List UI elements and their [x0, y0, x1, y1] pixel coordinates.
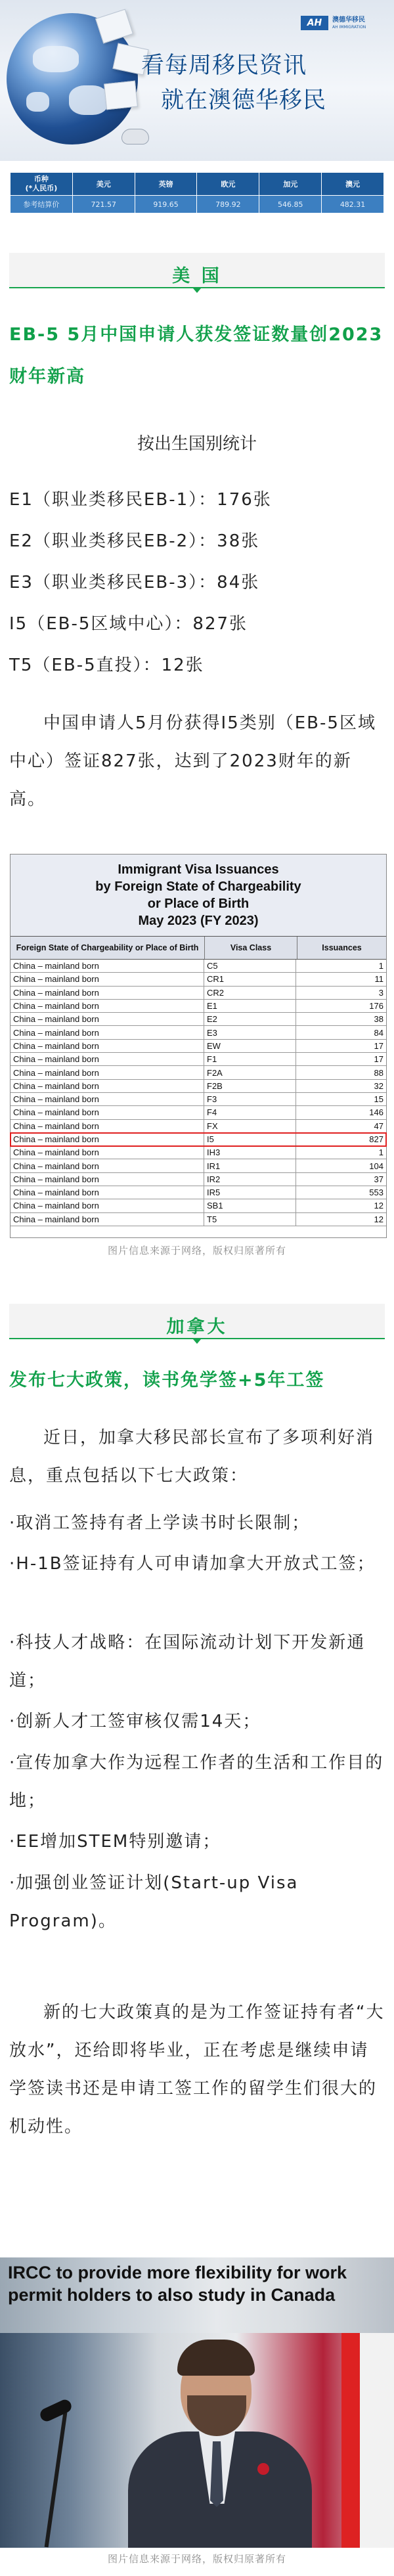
issuances-cell: 3 — [378, 987, 383, 998]
brand-subtitle: AH IMMIGRATION — [332, 24, 366, 30]
section-header-canada — [0, 1304, 394, 1342]
table-row — [11, 1080, 386, 1093]
birth-place-cell: China – mainland born — [11, 1106, 204, 1119]
visa-class-cell: I5 — [204, 1133, 296, 1145]
table-row — [11, 1133, 386, 1146]
table-row — [11, 987, 386, 1000]
visa-class-cell: F2B — [204, 1080, 296, 1092]
visa-class-cell: FX — [204, 1120, 296, 1132]
visa-class-cell: F1 — [204, 1053, 296, 1065]
visa-class-cell: E1 — [204, 1000, 296, 1012]
usa-item: E3（职业类移民EB-3）：84张 — [9, 573, 260, 592]
brand-logo[interactable] — [301, 16, 366, 30]
birth-place-cell: China – mainland born — [11, 1066, 204, 1078]
usa-item: T5（EB-5直投）：12张 — [9, 655, 204, 675]
rate-value: 482.31 — [322, 196, 384, 213]
issuances-cell: 11 — [374, 974, 383, 985]
issuances-cell: 12 — [374, 1214, 383, 1224]
table-row — [11, 1213, 386, 1226]
issuances-cell: 37 — [374, 1174, 383, 1184]
table-row — [11, 1093, 386, 1106]
issuances-cell: 1 — [378, 1147, 383, 1158]
photo-headline: IRCC to provide more flexibility for work permit holders to also study in Canada — [8, 2263, 347, 2305]
visa-class-cell: C5 — [204, 960, 296, 972]
table-row — [11, 973, 386, 986]
birth-place-cell: China – mainland born — [11, 1213, 204, 1226]
table-row — [11, 1199, 386, 1212]
table-row — [11, 1066, 386, 1079]
rate-value: 789.92 — [197, 196, 259, 213]
visa-table-title: Immigrant Visa Issuances by Foreign State of Chargeability or Place of Birth May 2023 (FY 2023) — [11, 855, 386, 937]
issuances-cell: 15 — [374, 1094, 383, 1105]
birth-place-cell: China – mainland born — [11, 1120, 204, 1132]
issuances-cell: 12 — [374, 1201, 383, 1211]
canada-headline[interactable]: 发布七大政策，读书免学签+5年工签 — [9, 1370, 325, 1390]
usa-headline[interactable]: EB-5 5月中国申请人获发签证数量创2023财年新高 — [9, 324, 383, 387]
policy-bullet: ·EE增加STEM特别邀请； — [9, 1832, 221, 1852]
table-row — [11, 1106, 386, 1119]
canada-intro: 近日，加拿大移民部长宣布了多项利好消息，重点包括以下七大政策： — [9, 1428, 375, 1486]
poppy-pin-icon — [257, 2463, 269, 2475]
usa-subtitle: 按出生国别统计 — [137, 434, 257, 454]
issuances-cell: 88 — [374, 1067, 383, 1078]
visa-class-cell: F4 — [204, 1106, 296, 1119]
visa-class-cell: EW — [204, 1040, 296, 1052]
policy-bullet: ·取消工签持有者上学读书时长限制； — [9, 1513, 311, 1533]
birth-place-cell: China – mainland born — [11, 1199, 204, 1212]
usa-item: E2（职业类移民EB-2）：38张 — [9, 531, 260, 551]
birth-place-cell: China – mainland born — [11, 1080, 204, 1092]
visa-issuance-table — [10, 854, 387, 1238]
news-photo — [0, 2257, 394, 2548]
visa-table-header: Foreign State of Chargeability or Place of Birth Visa Class Issuances — [11, 937, 386, 960]
header-banner — [0, 0, 394, 161]
table-row — [11, 1120, 386, 1133]
puzzle-piece-icon — [104, 81, 138, 110]
usa-paragraph: 中国申请人5月份获得I5类别（EB-5区域中心）签证827张，达到了2023财年的新高。 — [9, 713, 376, 809]
currency-header: 美元 — [72, 173, 135, 196]
issuances-cell: 104 — [369, 1161, 383, 1171]
banner-headline-2: 就在澳德华移民 — [161, 87, 327, 114]
triangle-down-icon — [193, 1339, 201, 1344]
currency-column-header: 币种 (*人民币) — [11, 173, 73, 196]
birth-place-cell: China – mainland born — [11, 1133, 204, 1145]
birth-place-cell: China – mainland born — [11, 960, 204, 972]
policy-bullet: ·创新人才工签审核仅需14天； — [9, 1712, 261, 1731]
policy-bullet: ·H-1B签证持有人可申请加拿大开放式工签； — [9, 1554, 376, 1574]
computer-mouse-icon — [121, 129, 149, 144]
table-row — [11, 960, 386, 973]
currency-header: 欧元 — [197, 173, 259, 196]
triangle-down-icon — [193, 288, 201, 293]
visa-class-cell: IH3 — [204, 1146, 296, 1159]
visa-class-cell: T5 — [204, 1213, 296, 1226]
policy-bullet: ·宣传加拿大作为远程工作者的生活和工作目的地； — [9, 1753, 384, 1811]
table-row — [11, 1146, 386, 1159]
birth-place-cell: China – mainland born — [11, 1173, 204, 1186]
issuances-cell: 84 — [374, 1027, 383, 1038]
currency-header: 澳元 — [322, 173, 384, 196]
rate-row-label: 参考结算价 — [11, 196, 73, 213]
visa-class-cell: IR2 — [204, 1173, 296, 1186]
visa-class-cell: IR5 — [204, 1186, 296, 1199]
birth-place-cell: China – mainland born — [11, 1000, 204, 1012]
birth-place-cell: China – mainland born — [11, 1040, 204, 1052]
birth-place-cell: China – mainland born — [11, 1146, 204, 1159]
table-row — [11, 1186, 386, 1199]
table-row — [11, 1013, 386, 1026]
visa-class-cell: CR1 — [204, 973, 296, 985]
minister-photo — [0, 2333, 394, 2548]
policy-bullet: ·科技人才战略：在国际流动计划下开发新通道； — [9, 1633, 366, 1691]
rate-value: 919.65 — [135, 196, 197, 213]
microphone-icon — [38, 2397, 74, 2423]
exchange-rate-table — [10, 172, 384, 213]
birth-place-cell: China – mainland born — [11, 1186, 204, 1199]
currency-header: 加元 — [259, 173, 322, 196]
brand-name: 澳德华移民 — [332, 16, 365, 24]
usa-item: I5（EB-5区域中心）：827张 — [9, 614, 248, 634]
visa-class-cell: IR1 — [204, 1159, 296, 1172]
policy-bullet: ·加强创业签证计划(Start-up Visa Program)。 — [9, 1873, 299, 1931]
table-row — [11, 1173, 386, 1186]
visa-class-cell: F2A — [204, 1066, 296, 1078]
issuances-cell: 146 — [369, 1107, 383, 1118]
table-row — [11, 1026, 386, 1039]
currency-header: 英镑 — [135, 173, 197, 196]
issuances-cell: 47 — [374, 1121, 383, 1131]
table-row — [11, 1000, 386, 1013]
image-caption: 图片信息来源于网络，版权归原著所有 — [107, 1245, 286, 1256]
issuances-cell: 553 — [369, 1188, 383, 1198]
birth-place-cell: China – mainland born — [11, 1093, 204, 1105]
rate-value: 546.85 — [259, 196, 322, 213]
banner-headline-1: 看每周移民资讯 — [141, 53, 307, 79]
section-title: 美 国 — [172, 266, 222, 286]
issuances-cell: 1 — [378, 961, 383, 971]
canada-closing: 新的七大政策真的是为工作签证持有者“大放水”，还给即将毕业，正在考虑是继续申请学签读书还是申请工签工作的留学生们很大的机动性。 — [9, 2003, 385, 2137]
issuances-cell: 38 — [374, 1014, 383, 1025]
visa-class-cell: E2 — [204, 1013, 296, 1025]
visa-class-cell: E3 — [204, 1026, 296, 1038]
issuances-cell: 17 — [374, 1040, 383, 1051]
visa-table-body — [11, 960, 386, 1226]
issuances-cell: 32 — [374, 1080, 383, 1091]
rate-value: 721.57 — [72, 196, 135, 213]
issuances-cell: 17 — [374, 1054, 383, 1065]
issuances-cell: 827 — [369, 1134, 383, 1144]
table-row — [11, 1159, 386, 1172]
visa-class-cell: SB1 — [204, 1199, 296, 1212]
brand-mark: AH — [301, 16, 328, 30]
table-row — [11, 1053, 386, 1066]
visa-class-cell: F3 — [204, 1093, 296, 1105]
birth-place-cell: China – mainland born — [11, 1053, 204, 1065]
birth-place-cell: China – mainland born — [11, 1013, 204, 1025]
birth-place-cell: China – mainland born — [11, 1159, 204, 1172]
birth-place-cell: China – mainland born — [11, 973, 204, 985]
section-header-usa — [0, 253, 394, 291]
issuances-cell: 176 — [369, 1001, 383, 1011]
image-caption: 图片信息来源于网络，版权归原著所有 — [107, 2553, 286, 2565]
section-title: 加拿大 — [166, 1317, 228, 1337]
usa-item: E1（职业类移民EB-1）：176张 — [9, 490, 272, 510]
birth-place-cell: China – mainland born — [11, 987, 204, 999]
visa-class-cell: CR2 — [204, 987, 296, 999]
table-row — [11, 1040, 386, 1053]
birth-place-cell: China – mainland born — [11, 1026, 204, 1038]
